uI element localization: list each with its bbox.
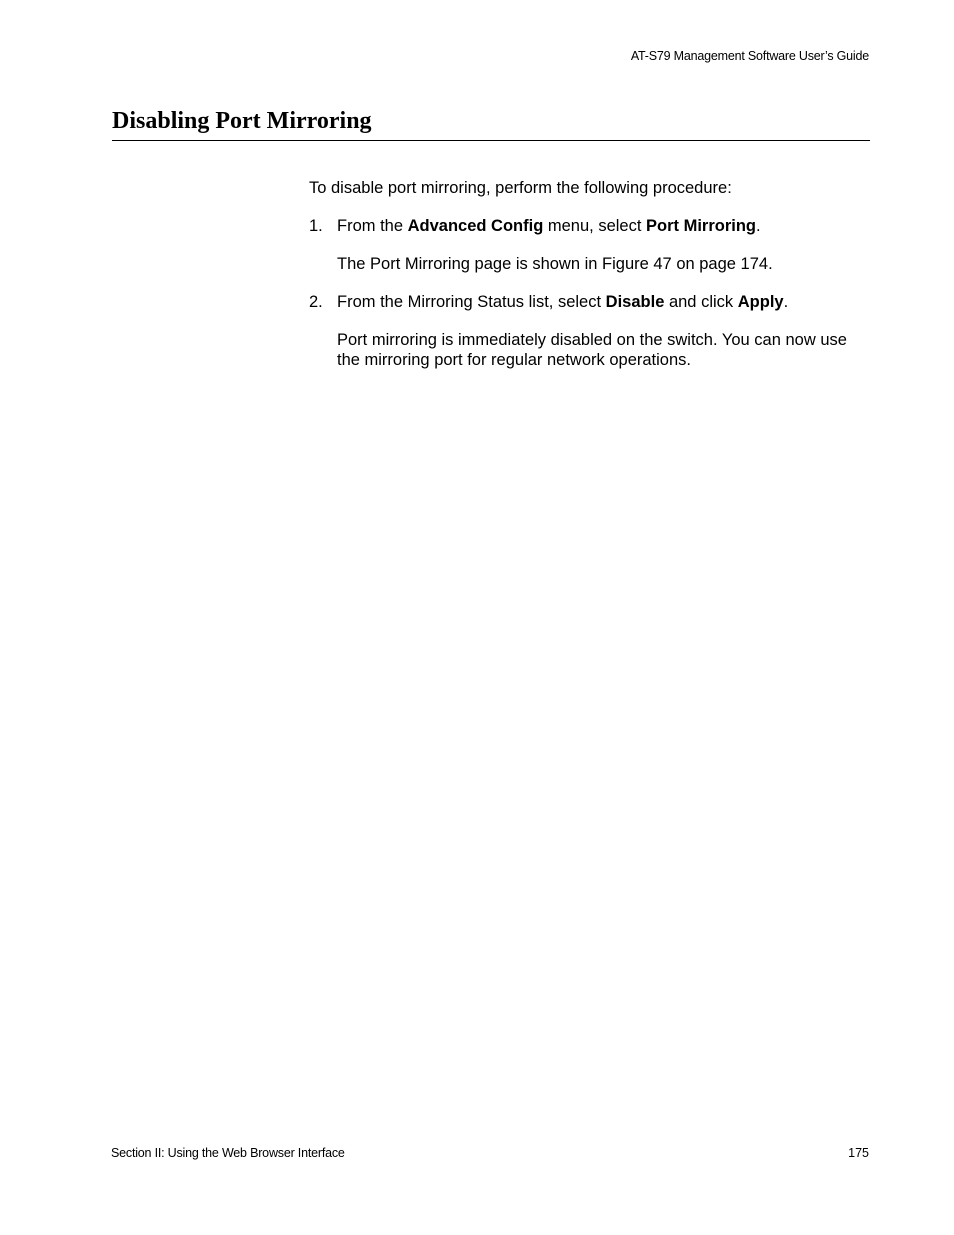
step-1 [309, 216, 871, 236]
step-text: From the Mirroring Status list, select [337, 293, 606, 311]
step-number: 1. [309, 217, 323, 235]
title-rule [112, 140, 870, 141]
step-text: . [783, 293, 789, 311]
step-2 [309, 292, 871, 312]
menu-name: Advanced Config [407, 217, 544, 235]
menu-item-name: Port Mirroring [646, 217, 757, 235]
step-1-note: The Port Mirroring page is shown in Figure 47 on page 174. [337, 255, 773, 273]
option-name: Disable [605, 293, 665, 311]
step-2-note: Port mirroring is immediately disabled on the switch. You can now use the mirroring port for regular network operations. [337, 331, 847, 369]
step-text: From the [337, 217, 408, 235]
step-number: 2. [309, 293, 323, 311]
footer-page-number: 175 [848, 1146, 869, 1160]
button-name: Apply [737, 293, 784, 311]
running-header: AT-S79 Management Software User’s Guide [630, 49, 869, 63]
step-text: and click [664, 293, 738, 311]
footer-section-label: Section II: Using the Web Browser Interface [111, 1146, 345, 1160]
step-text: menu, select [543, 217, 647, 235]
step-text: . [756, 217, 761, 235]
procedure-body [309, 178, 871, 388]
section-title: Disabling Port Mirroring [112, 108, 372, 134]
intro-paragraph: To disable port mirroring, perform the following procedure: [309, 179, 732, 197]
